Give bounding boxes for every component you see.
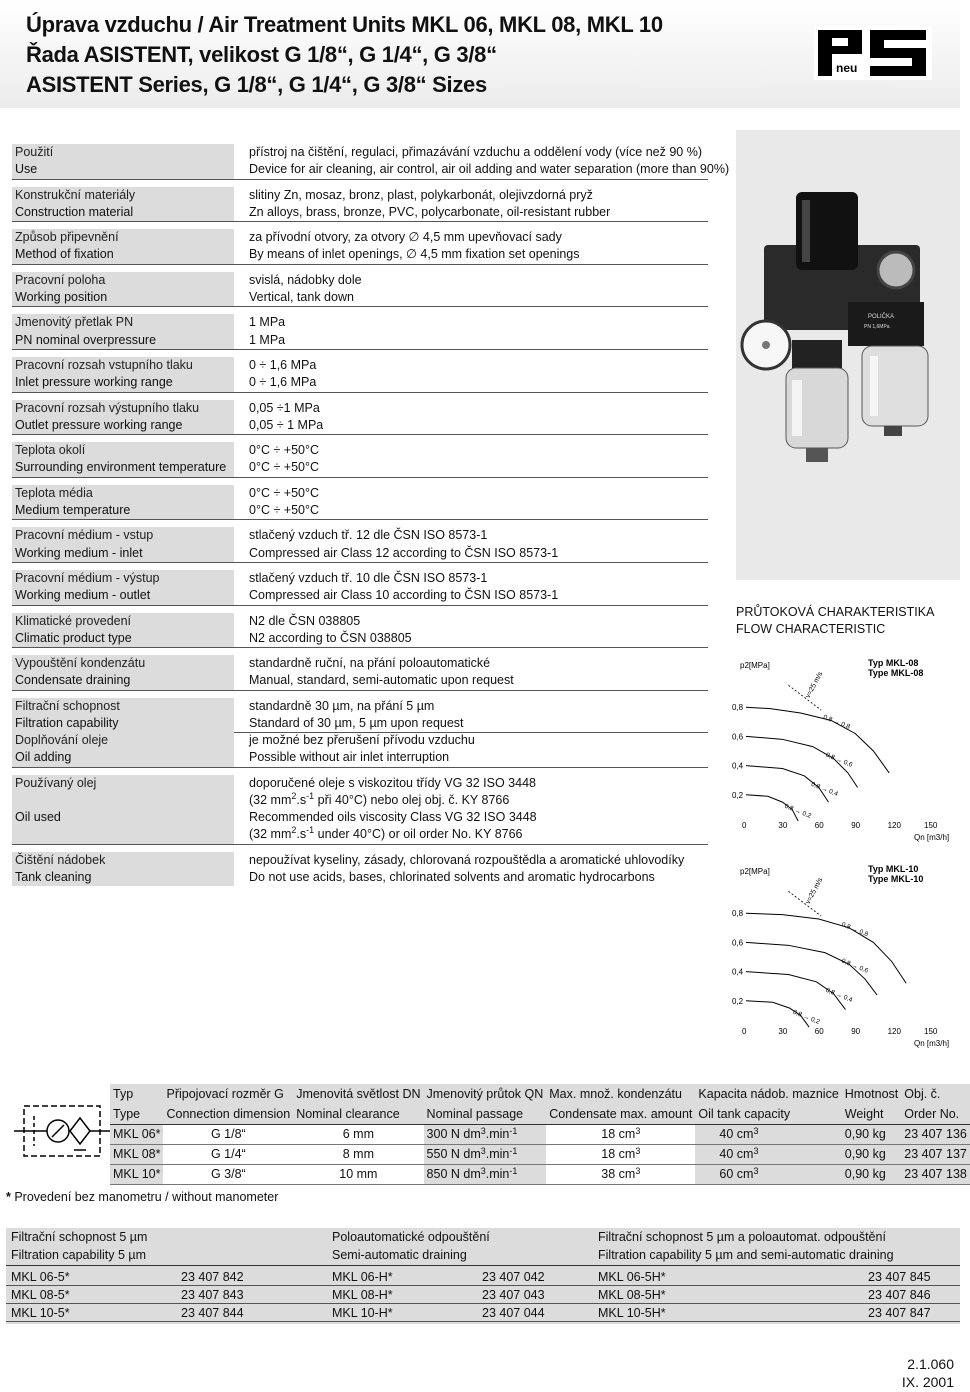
y-tick-label: 0,4 [732,967,744,977]
spec-value-en: Device for air cleaning, air control, air oil adding and water separation (more than 90%) [249,162,730,177]
spec-row [12,698,708,734]
x-tick-label: 60 [814,1027,824,1036]
table-cell: 40 $cm^3$ [695,1144,841,1164]
spec-value-en: Zn alloys, brass, bronze, PVC, polycarbonate, oil-resistant rubber [249,204,611,219]
table-cell: 0,90 kg [842,1144,902,1164]
x-tick-label: 60 [814,821,824,830]
spec-label-en: Oil adding [15,750,72,765]
variant-group-3-cz: Filtrační schopnost 5 µm a poloautomat. odpouštění [598,1230,886,1244]
variant-order-no: 23 407 044 [482,1306,545,1320]
spec-label-cz: Pracovní poloha [15,272,106,287]
variant-order-no: 23 407 842 [181,1270,244,1284]
spec-value-cz: za přívodní otvory, za otvory ∅ 4,5 mm upevňovací sady [249,230,562,245]
series-label: 0,8 → 0,4 [824,986,854,1004]
spec-label-cz: Používaný olej [15,775,97,790]
spec-row [12,400,708,436]
spec-value-cz: přístroj na čištění, regulaci, přimazávání vzduchu a oddělení vody (více než 90 %) [249,145,703,159]
table-header-en-cell: Nominal clearance [293,1104,423,1124]
variant-group-1-cz: Filtrační schopnost 5 µm [11,1230,148,1244]
variant-type: MKL 08-H* [332,1288,393,1302]
spec-label-cz: Jmenovitý přetlak PN [15,315,134,330]
flow-characteristic-title-cz: PRŮTOKOVÁ CHARAKTERISTIKA [736,605,935,619]
spec-value-en: By means of inlet openings, ∅ 4,5 mm fixation set openings [249,247,580,262]
x-tick-label: 120 [887,821,901,830]
x-axis-label: Qn [m3/h] [914,833,950,842]
table-cell: 40 $cm^3$ [695,1124,841,1144]
chart-title: Typ MKL-08 [868,658,919,668]
title-line-3: ASISTENT Series, G 1/8“, G 1/4“, G 3/8“ Sizes [26,72,487,97]
spec-value-cz: slitiny Zn, mosaz, bronz, plast, polykarbonát, olejivzdorná pryž [249,187,593,202]
variant-type: MKL 08-5* [11,1288,70,1302]
spec-value-en: 1 MPa [249,332,286,347]
series-label: 0,8 → 0,8 [822,713,851,731]
spec-label-en: PN nominal overpressure [15,332,157,347]
chart-subtitle: Type MKL-08 [868,668,924,678]
x-tick-label: 0 [742,1027,747,1036]
title-line-1: Úprava vzduchu / Air Treatment Units MKL 06, MKL 08, MKL 10 [26,12,663,37]
spec-label-cz: Teplota okolí [15,443,86,458]
table-cell: 0,90 kg [842,1124,902,1144]
spec-label-en: Working medium - outlet [15,588,151,603]
spec-label-cz: Konstrukční materiály [15,187,136,202]
variant-type: MKL 06-5H* [598,1270,666,1284]
variant-type: MKL 06-H* [332,1270,393,1284]
table-header-cz-cell: Obj. č. [901,1084,970,1104]
table-cell: 550 N $dm^3.\min^{-1}$ [424,1144,547,1164]
spec-row [12,570,708,606]
spec-label-cz: Klimatické provedení [15,613,132,628]
spec-value-cz: 0°C ÷ +50°C [249,485,320,500]
table-cell: 8 mm [293,1144,423,1164]
spec-value-cz: 0,05 ÷1 MPa [249,400,320,415]
header-band [0,0,960,108]
spec-label-cz: Vypouštění kondenzátu [15,656,146,671]
table-header-cz-cell: Typ [110,1084,163,1104]
table-row [110,1124,970,1144]
spec-row [12,187,708,223]
series-label: 0,8 → 0,4 [810,780,839,798]
variants-table [6,1228,960,1324]
table-cell: 38 $cm^3$ [546,1164,695,1184]
spec-label-cz: Způsob připevnění [15,230,119,245]
spec-row [12,655,708,691]
variant-order-no: 23 407 845 [868,1270,931,1284]
spec-label-en: Condensate draining [15,673,131,688]
spec-value-cz: stlačený vzduch tř. 12 dle ČSN ISO 8573-1 [249,528,488,543]
ps-neu-logo [814,26,932,80]
spec-label-en: Construction material [15,204,134,219]
svg-text:PN 1,6MPa: PN 1,6MPa [864,324,890,330]
table-header-cz-cell: Jmenovitý průtok QN [424,1084,547,1104]
variant-type: MKL 08-5H* [598,1288,666,1302]
variant-order-no: 23 407 042 [482,1270,545,1284]
spec-value-en: Standard of 30 µm, 5 µm upon request [249,716,464,731]
table-header-cz-cell: Připojovací rozměr G [163,1084,293,1104]
spec-label-cz: Doplňování oleje [15,733,109,747]
variant-type: MKL 06-5* [11,1270,70,1284]
x-tick-label: 0 [742,821,747,830]
spec-value-cz: svislá, nádobky dole [249,272,362,287]
spec-label-en: Method of fixation [15,247,114,262]
pneumatic-symbol-icon [14,1100,110,1162]
table-cell: 18 $cm^3$ [546,1124,695,1144]
product-photo [736,130,960,580]
x-tick-label: 30 [778,821,788,830]
x-tick-label: 90 [851,1027,861,1036]
table-cell: G 1/8“ [163,1124,293,1144]
variant-group-3-en: Filtration capability 5 µm and semi-automatic draining [598,1248,894,1262]
page-date: IX. 2001 [901,1374,954,1390]
variant-type: MKL 10-5* [11,1306,70,1320]
table-cell: 6 mm [293,1124,423,1144]
spec-row [12,613,708,649]
footnote: * Provedení bez manometru / without manometer [6,1190,279,1204]
table-cell: 18 $cm^3$ [546,1144,695,1164]
table-header-en-cell: Oil tank capacity [695,1104,841,1124]
x-tick-label: 150 [924,821,938,830]
variant-group-2-cz: Poloautomatické odpouštění [332,1230,490,1244]
table-cell: 60 $cm^3$ [695,1164,841,1184]
spec-label-cz: Pracovní médium - vstup [15,528,154,543]
spec-value-en-2: (32 $mm^2.s^{-1}$ under 40°C) or oil order No. KY 8766 [249,825,523,842]
spec-value-cz-2: (32 $mm^2.s^{-1}$ při 40°C) nebo olej obj. č. KY 8766 [249,790,510,807]
series-label: 0,8 → 0,2 [791,1008,821,1026]
svg-text:POLIČKA: POLIČKA [868,314,895,320]
table-cell: 23 407 138 [901,1164,970,1184]
series-label: 0,8 → 0,2 [783,802,813,820]
spec-label-en: Inlet pressure working range [15,375,173,390]
spec-value-cz: doporučené oleje s viskozitou třídy VG 32 ISO 3448 [249,775,536,790]
spec-row [12,229,708,265]
y-tick-label: 0,4 [732,761,744,771]
chart-subtitle: Type MKL-10 [868,874,924,884]
velocity-annotation: v=25 m/s [804,670,825,700]
variant-row-divider [6,1321,960,1322]
spec-row [12,314,708,350]
spec-label-en: Outlet pressure working range [15,417,183,432]
spec-row [12,357,708,393]
y-tick-label: 0,6 [732,938,744,948]
variant-group-1-en: Filtration capability 5 µm [11,1248,147,1262]
y-tick-label: 0,2 [732,996,744,1006]
table-header-en-cell: Order No. [901,1104,970,1124]
spec-label-en: Filtration capability [15,716,119,731]
table-cell: G 3/8“ [163,1164,293,1184]
spec-label-en: Climatic product type [15,630,132,645]
y-axis-label: p2[MPa] [740,867,770,876]
table-cell: 300 N $dm^3.\min^{-1}$ [424,1124,547,1144]
variant-order-no: 23 407 847 [868,1306,931,1320]
table-header-cz-cell: Max. množ. kondenzátu [546,1084,695,1104]
table-row [110,1144,970,1164]
spec-label-cz: Použití [15,145,54,159]
spec-value-cz: 0 ÷ 1,6 MPa [249,357,317,372]
spec-value-cz: 1 MPa [249,315,286,330]
table-cell: MKL 06* [110,1124,163,1144]
variant-group-2-en: Semi-automatic draining [332,1248,467,1262]
spec-value-en: 0 ÷ 1,6 MPa [249,375,317,390]
spec-value-en: N2 according to ČSN 038805 [249,630,412,645]
spec-value-cz: nepoužívat kyseliny, zásady, chlorovaná rozpouštědla a aromatické uhlovodíky [249,852,685,867]
spec-row [12,442,708,478]
spec-value-en: Possible without air inlet interruption [249,750,450,765]
series-label: 0,8 → 0,6 [840,957,870,975]
flow-characteristic-title-en: FLOW CHARACTERISTIC [736,622,886,636]
spec-value-en: Recommended oils viscosity Class VG 32 ISO 3448 [249,810,537,825]
page-number: 2.1.060 [907,1356,954,1372]
table-row [110,1164,970,1184]
table-cell: 23 407 136 [901,1124,970,1144]
spec-label-cz: Filtrační schopnost [15,698,120,713]
x-tick-label: 150 [924,1027,938,1036]
table-header-en-cell: Connection dimension [163,1104,293,1124]
spec-value-cz: N2 dle ČSN 038805 [249,613,361,628]
table-header-en-cell: Type [110,1104,163,1124]
table-header-en [110,1104,970,1124]
spec-row [12,144,730,180]
spec-row [12,272,708,308]
table-header-en-cell: Weight [842,1104,902,1124]
spec-label-cz: Čištění nádobek [15,852,106,867]
variant-type: MKL 10-H* [332,1306,393,1320]
table-cell: 23 407 137 [901,1144,970,1164]
table-cell: 850 N $dm^3.\min^{-1}$ [424,1164,547,1184]
variant-type: MKL 10-5H* [598,1306,666,1320]
x-tick-label: 120 [887,1027,901,1036]
spec-value-en: Do not use acids, bases, chlorinated solvents and aromatic hydrocarbons [249,870,655,885]
variant-order-no: 23 407 043 [482,1288,545,1302]
spec-value-en: 0,05 ÷ 1 MPa [249,417,324,432]
specifications-table-tail [12,732,708,893]
spec-label-en: Working medium - inlet [15,545,143,560]
spec-row-oil-adding [12,732,708,768]
table-cell: MKL 08* [110,1144,163,1164]
table-header-cz [110,1084,970,1104]
series-label: 0,8 → 0,8 [840,921,870,939]
x-tick-label: 30 [778,1027,788,1036]
spec-label-cz: Pracovní rozsah vstupního tlaku [15,357,193,372]
spec-value-en: 0°C ÷ +50°C [249,460,320,475]
spec-row-oil-used [12,775,708,845]
spec-label-en: Tank cleaning [15,870,92,885]
spec-value-en: Compressed air Class 10 according to ČSN ISO 8573-1 [249,588,559,603]
spec-label-cz: Pracovní rozsah výstupního tlaku [15,400,200,415]
spec-label-cz: Teplota média [15,485,93,500]
y-tick-label: 0,8 [732,909,744,919]
velocity-annotation: v=25 m/s [804,876,825,906]
spec-row [12,527,708,563]
spec-label-en: Medium temperature [15,503,131,518]
spec-label-en: Surrounding environment temperature [15,460,227,475]
spec-label-en: Use [15,162,38,177]
table-cell: 10 mm [293,1164,423,1184]
spec-value-cz: 0°C ÷ +50°C [249,443,320,458]
x-axis-label: Qn [m3/h] [914,1039,950,1048]
series-label: 0,8 → 0,6 [824,751,854,769]
table-header-cz-cell: Jmenovitá světlost DN [293,1084,423,1104]
chart-title: Typ MKL-10 [868,864,919,874]
spec-value-cz: standardně ruční, na přání poloautomatické [249,656,491,671]
y-tick-label: 0,8 [732,703,744,713]
table-header-cz-cell: Kapacita nádob. maznice [695,1084,841,1104]
spec-value-en: Vertical, tank down [249,290,354,305]
spec-label-en: Working position [15,290,108,305]
specifications-table [12,144,730,740]
title-line-2: Řada ASISTENT, velikost G 1/8“, G 1/4“, G 3/8“ [26,42,497,67]
model-table [110,1084,970,1185]
flow-chart-mkl-10 [718,854,960,1048]
spec-value-cz: standardně 30 µm, na přání 5 µm [249,698,435,713]
svg-text:neu: neu [836,61,858,75]
y-tick-label: 0,6 [732,732,744,742]
spec-value-en: Manual, standard, semi-automatic upon request [249,673,514,688]
table-cell: MKL 10* [110,1164,163,1184]
variant-order-no: 23 407 844 [181,1306,244,1320]
variant-order-no: 23 407 843 [181,1288,244,1302]
y-tick-label: 0,2 [732,790,744,800]
spec-value-cz: je možné bez přerušení přívodu vzduchu [249,733,475,747]
spec-row-tank-cleaning [12,852,708,887]
flow-chart-mkl-08 [718,648,960,842]
spec-label-en: Oil used [15,809,61,824]
table-header-cz-cell: Hmotnost [842,1084,902,1104]
variant-order-no: 23 407 846 [868,1288,931,1302]
table-header-en-cell: Condensate max. amount [546,1104,695,1124]
spec-label-cz: Pracovní médium - výstup [15,570,160,585]
spec-value-en: Compressed air Class 12 according to ČSN ISO 8573-1 [249,545,559,560]
series-line [746,707,889,773]
table-cell: 0,90 kg [842,1164,902,1184]
spec-value-en: 0°C ÷ +50°C [249,503,320,518]
spec-row [12,485,708,521]
spec-value-cz: stlačený vzduch tř. 10 dle ČSN ISO 8573-1 [249,570,488,585]
y-axis-label: p2[MPa] [740,661,770,670]
table-cell: G 1/4“ [163,1144,293,1164]
table-header-en-cell: Nominal passage [424,1104,547,1124]
x-tick-label: 90 [851,821,861,830]
